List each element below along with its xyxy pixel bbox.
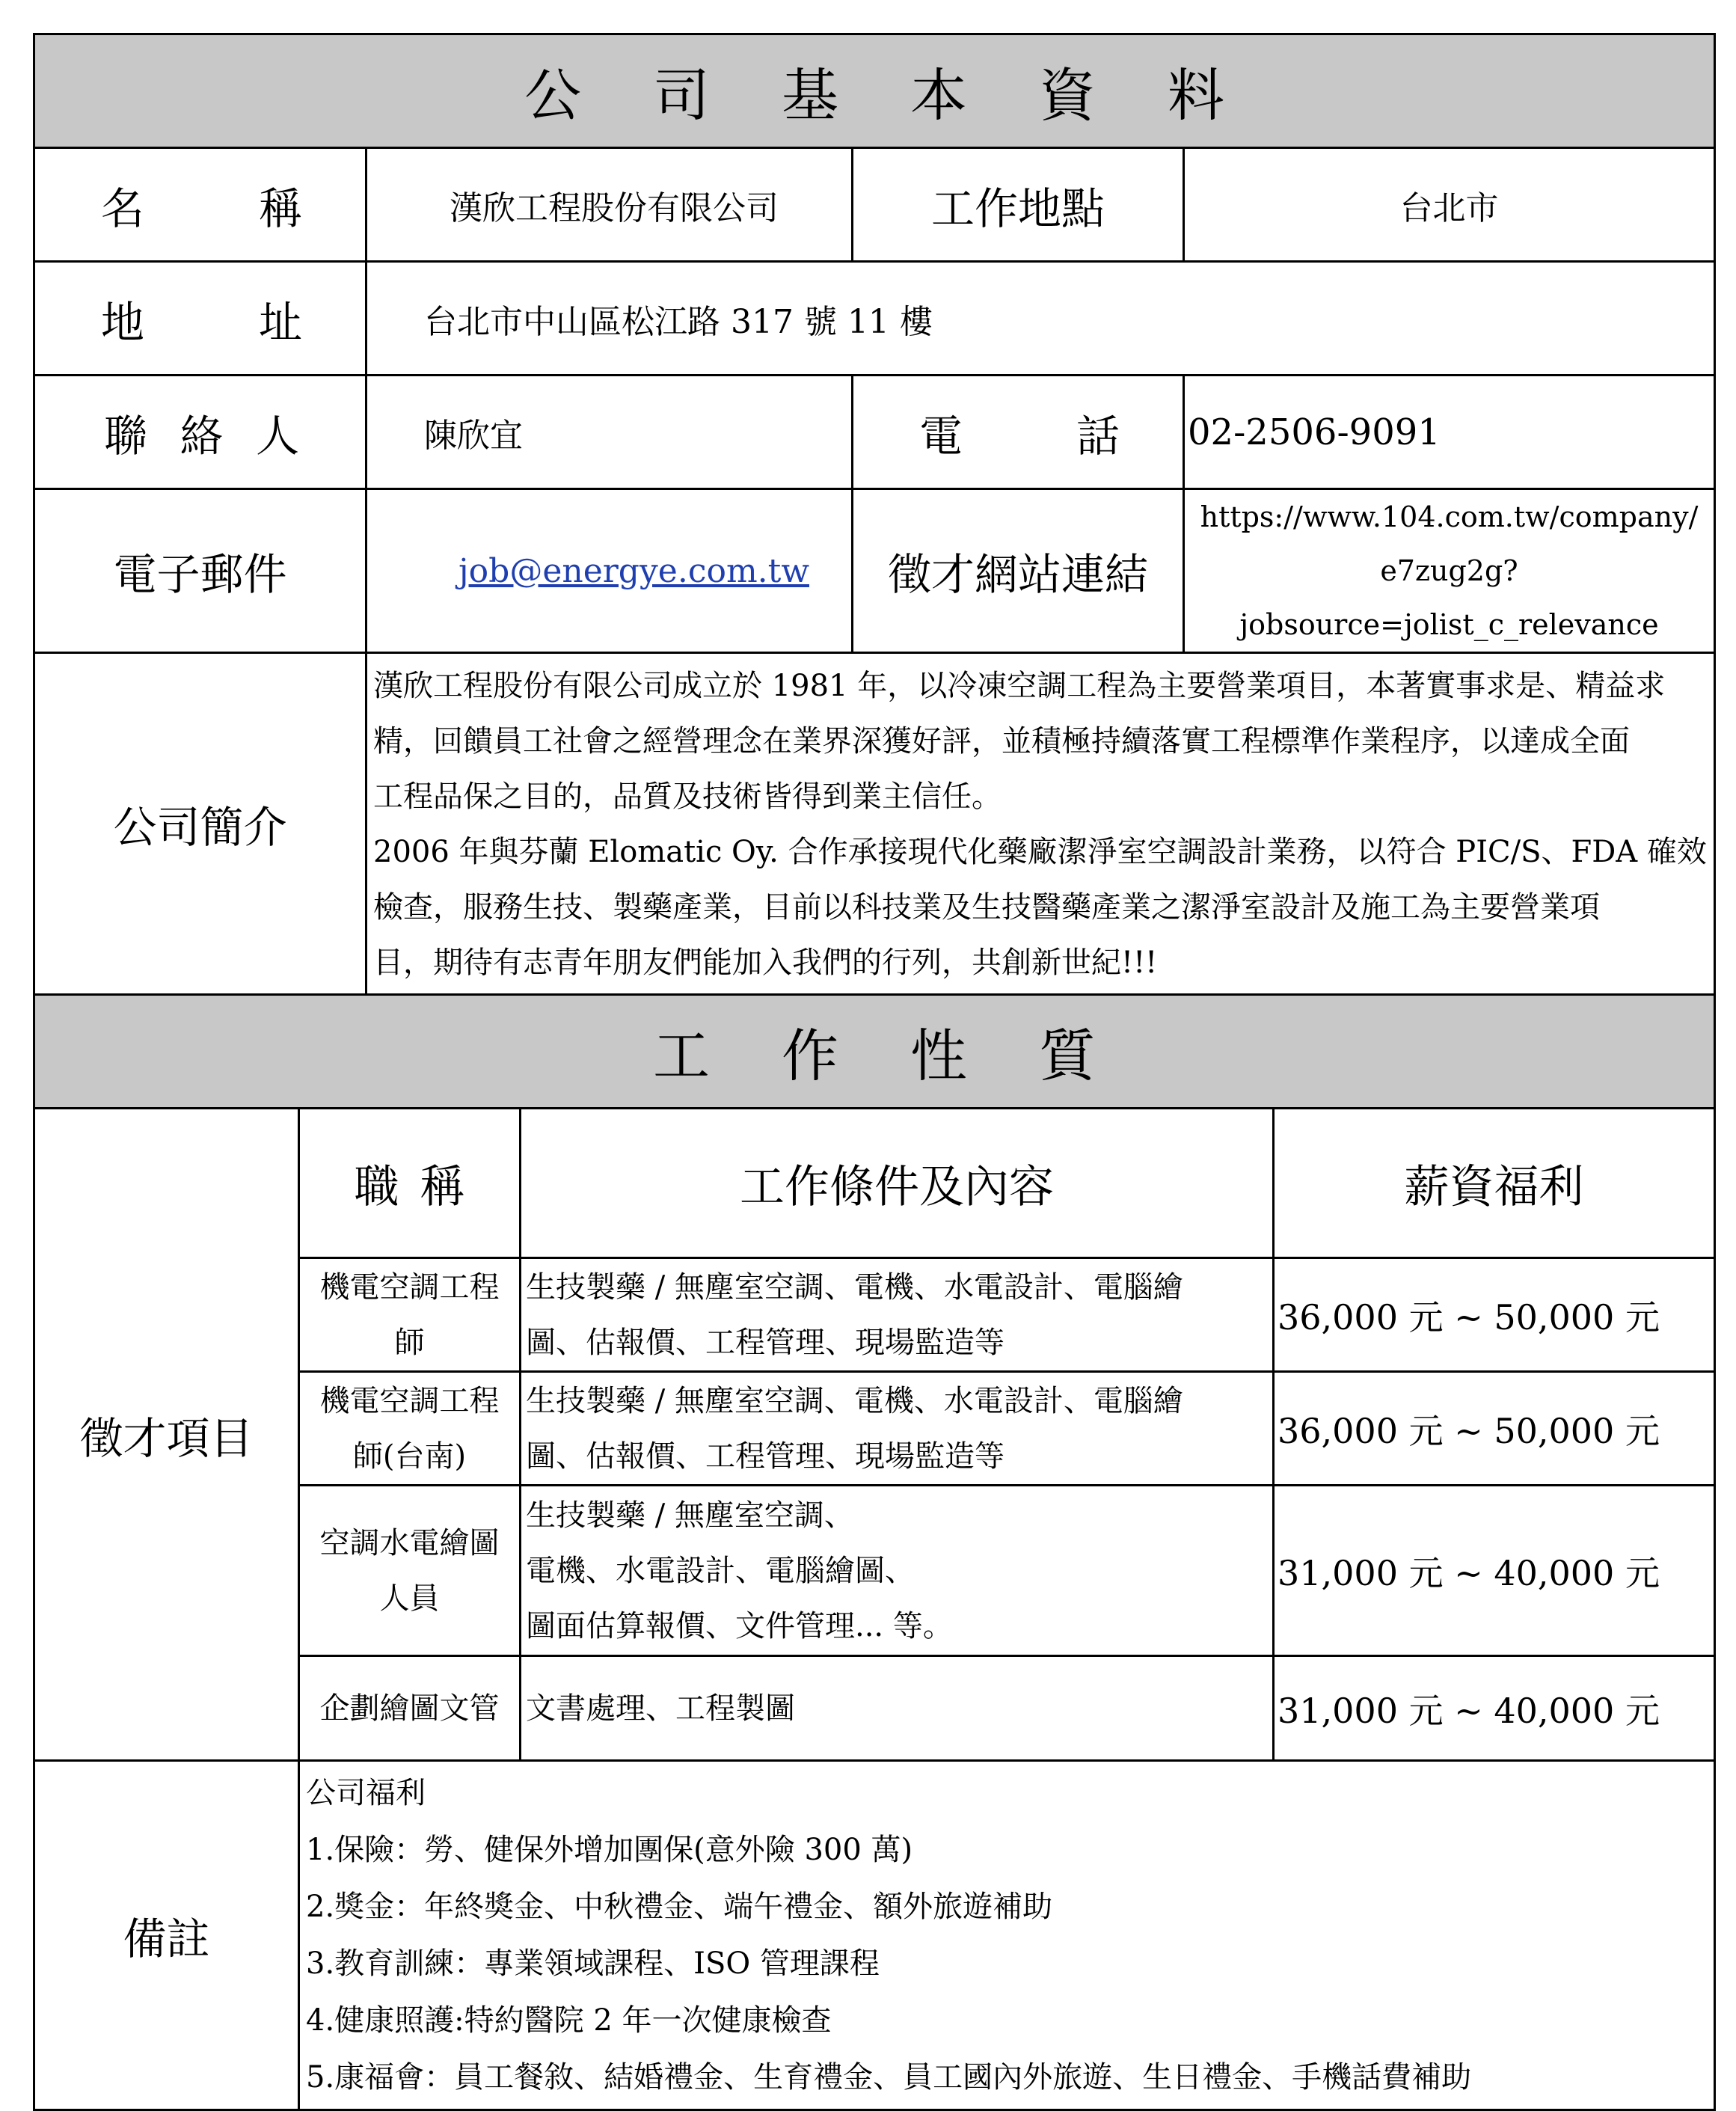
email-label: 電子郵件 — [34, 489, 366, 653]
contact-label: 聯 絡 人 — [34, 376, 366, 489]
address-label: 地 址 — [34, 262, 366, 376]
recruit-link-line2: e7zug2g?jobsource=jolist_c_relevance — [1239, 554, 1659, 641]
notes-line: 公司福利 — [306, 1776, 426, 1810]
email-link[interactable]: job@energye.com.tw — [458, 551, 809, 590]
job-content: 生技製藥 / 無塵室空調、電機、水電設計、電腦繪 圖、估報價、工程管理、現場監造等 — [521, 1258, 1274, 1372]
job-content: 生技製藥 / 無塵室空調、電機、水電設計、電腦繪 圖、估報價、工程管理、現場監造等 — [521, 1372, 1274, 1486]
job-salary: 36,000 元 ~ 50,000 元 — [1274, 1258, 1715, 1372]
col-content-header: 工作條件及內容 — [521, 1109, 1274, 1258]
intro-line: 漢欣工程股份有限公司成立於 1981 年，以冷凍空調工程為主要營業項目，本著實事求是、精益求 — [373, 669, 1666, 703]
intro-label: 公司簡介 — [34, 653, 366, 995]
job-title: 空調水電繪圖 人員 — [299, 1486, 521, 1656]
notes-line: 1.保險：勞、健保外增加團保(意外險 300 萬) — [306, 1833, 913, 1867]
intro-line: 精，回饋員工社會之經營理念在業界深獲好評，並積極持續落實工程標準作業程序，以達成全面 — [373, 724, 1630, 759]
name-label: 名 稱 — [34, 148, 366, 262]
recruit-link-cell[interactable] — [1184, 489, 1715, 653]
col-salary-header: 薪資福利 — [1274, 1109, 1715, 1258]
phone-value: 02-2506-9091 — [1184, 376, 1715, 489]
intro-line: 工程品保之目的，品質及技術皆得到業主信任。 — [373, 779, 1002, 814]
job-content: 文書處理、工程製圖 — [521, 1656, 1274, 1761]
job-salary: 36,000 元 ~ 50,000 元 — [1274, 1372, 1715, 1486]
notes-line: 2.獎金：年終獎金、中秋禮金、端午禮金、額外旅遊補助 — [306, 1890, 1053, 1924]
job-salary: 31,000 元 ~ 40,000 元 — [1274, 1486, 1715, 1656]
notes-line: 5.康福會：員工餐敘、結婚禮金、生育禮金、員工國內外旅遊、生日禮金、手機話費補助 — [306, 2060, 1472, 2095]
company-name: 漢欣工程股份有限公司 — [366, 148, 853, 262]
email-cell — [366, 489, 853, 653]
notes-label: 備註 — [34, 1761, 299, 2110]
location-label: 工作地點 — [853, 148, 1184, 262]
job-title: 企劃繪圖文管 — [299, 1656, 521, 1761]
recruit-link-label: 徵才網站連結 — [853, 489, 1184, 653]
job-title: 機電空調工程 師(台南) — [299, 1372, 521, 1486]
notes-line: 4.健康照護:特約醫院 2 年一次健康檢查 — [306, 2003, 832, 2038]
col-title-header: 職稱 — [299, 1109, 521, 1258]
notes-text — [299, 1761, 1715, 2110]
intro-text — [366, 653, 1715, 995]
intro-line: 2006 年與芬蘭 Elomatic Oy. 合作承接現代化藥廠潔淨室空調設計業務，以符合 PIC/S、FDA 確效 — [373, 835, 1707, 869]
recruit-link-line1: https://www.104.com.tw/company/ — [1200, 500, 1699, 533]
job-content: 生技製藥 / 無塵室空調、 電機、水電設計、電腦繪圖、 圖面估算報價、文件管理... 等。 — [521, 1486, 1274, 1656]
job-salary: 31,000 元 ~ 40,000 元 — [1274, 1656, 1715, 1761]
job-posting-document — [33, 33, 1714, 2111]
intro-line: 檢查，服務生技、製藥產業，目前以科技業及生技醫藥產業之潔淨室設計及施工為主要營業項 — [373, 890, 1600, 925]
contact-value: 陳欣宜 — [366, 376, 853, 489]
job-title: 機電空調工程 師 — [299, 1258, 521, 1372]
job-section-title: 工作性質 — [34, 995, 1715, 1109]
job-table — [33, 993, 1716, 2111]
company-section-title: 公司基本資料 — [34, 34, 1715, 148]
address-value: 台北市中山區松江路 317 號 11 樓 — [366, 262, 1715, 376]
phone-label: 電 話 — [853, 376, 1184, 489]
intro-line: 目，期待有志青年朋友們能加入我們的行列，共創新世紀!!! — [373, 946, 1158, 980]
company-info-table — [33, 33, 1716, 996]
recruit-items-label: 徵才項目 — [34, 1109, 299, 1761]
location-value: 台北市 — [1184, 148, 1715, 262]
notes-line: 3.教育訓練：專業領域課程、ISO 管理課程 — [306, 1946, 880, 1981]
